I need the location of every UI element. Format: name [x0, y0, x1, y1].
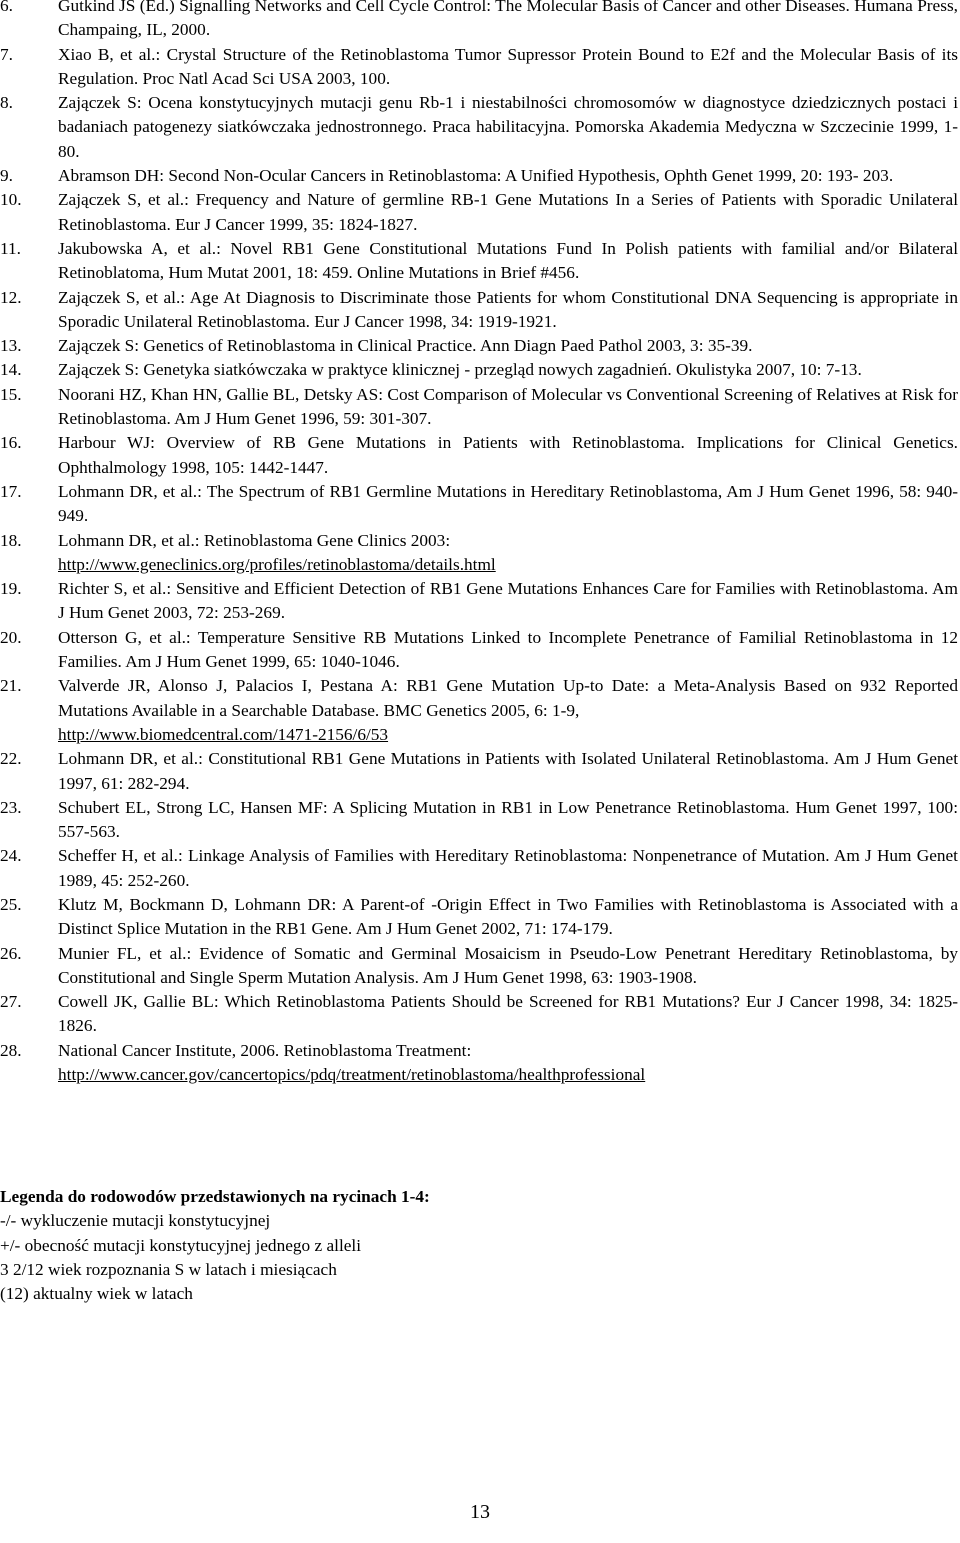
reference-item	[0, 626, 958, 675]
reference-text: Jakubowska A, et al.: Novel RB1 Gene Constitutional Mutations Fund In Polish patients with familial and/or Bilateral Retinoblatoma, Hum Mutat 2001, 18: 459. Online Mutations in Brief #456.	[58, 238, 958, 283]
reference-text: Xiao B, et al.: Crystal Structure of the Retinoblastoma Tumor Supressor Protein Bound to E2f and the Molecular Basis of its Regulation. Proc Natl Acad Sci USA 2003, 100.	[58, 44, 958, 88]
legend-line: (12) aktualny wiek w latach	[0, 1284, 193, 1304]
reference-number: 28.	[0, 1040, 22, 1060]
reference-number: 7.	[0, 44, 13, 64]
reference-text: Zajączek S, et al.: Frequency and Nature of germline RB-1 Gene Mutations In a Series of Patients with Sporadic Unilateral Retinoblastoma. Eur J Cancer 1999, 35: 1824-1827.	[58, 190, 958, 234]
reference-item	[0, 334, 958, 358]
reference-text: Scheffer H, et al.: Linkage Analysis of Families with Hereditary Retinoblastoma: Nonpenetrance of Mutation. Am J Hum Genet 1989, 45: 252-260.	[58, 846, 958, 890]
reference-text: Lohmann DR, et al.: Constitutional RB1 Gene Mutations in Patients with Isolated Unilateral Retinoblastoma. Am J Hum Genet 1997, 61: 282-294.	[58, 749, 958, 793]
reference-number: 23.	[0, 797, 22, 817]
reference-number: 14.	[0, 360, 22, 380]
reference-text	[58, 674, 958, 747]
reference-link[interactable]: http://www.biomedcentral.com/1471-2156/6/53	[58, 724, 389, 744]
reference-text: Noorani HZ, Khan HN, Gallie BL, Detsky AS: Cost Comparison of Molecular vs Conventional Screening of Relatives at Risk for Retinoblastoma. Am J Hum Genet 1996, 59: 301-307.	[58, 384, 958, 429]
reference-item	[0, 893, 958, 942]
reference-item	[0, 480, 958, 529]
reference-number: 20.	[0, 627, 22, 647]
reference-number: 6.	[0, 0, 13, 15]
reference-item	[0, 1039, 958, 1088]
reference-text: Harbour WJ: Overview of RB Gene Mutations in Patients with Retinoblastoma. Implications for Clinical Genetics. Ophthalmology 1998, 105: 1442-1447.	[58, 433, 958, 477]
reference-text: Richter S, et al.: Sensitive and Efficient Detection of RB1 Gene Mutations Enhances Care for Families with Retinoblastoma. Am J Hum Genet 2003, 72: 253-269.	[58, 579, 958, 623]
reference-number: 15.	[0, 384, 22, 404]
reference-number: 10.	[0, 190, 22, 210]
reference-number: 18.	[0, 530, 22, 550]
reference-number: 22.	[0, 749, 22, 769]
reference-text-body: National Cancer Institute, 2006. Retinoblastoma Treatment:	[58, 1040, 472, 1060]
reference-text-body: Lohmann DR, et al.: Retinoblastoma Gene Clinics 2003:	[58, 530, 451, 550]
pedigree-legend	[0, 1185, 958, 1306]
reference-item	[0, 431, 958, 480]
reference-item	[0, 577, 958, 626]
reference-number: 24.	[0, 846, 22, 866]
reference-item	[0, 164, 958, 188]
reference-link[interactable]: http://www.geneclinics.org/profiles/retinoblastoma/details.html	[58, 554, 496, 574]
reference-item	[0, 844, 958, 893]
legend-line: +/- obecność mutacji konstytucyjnej jednego z alleli	[0, 1235, 362, 1255]
reference-text	[58, 529, 958, 578]
reference-item	[0, 0, 958, 43]
reference-text: Zajączek S: Genetyka siatkówczaka w praktyce klinicznej - przegląd nowych zagadnień. Okulistyka 2007, 10: 7-13.	[58, 360, 862, 380]
reference-item	[0, 796, 958, 845]
reference-number: 12.	[0, 287, 22, 307]
page-number: 13	[470, 1501, 490, 1523]
reference-text: Abramson DH: Second Non-Ocular Cancers in Retinoblastoma: A Unified Hypothesis, Ophth Genet 1999, 20: 193- 203.	[58, 166, 894, 186]
reference-number: 21.	[0, 676, 22, 696]
reference-number: 19.	[0, 579, 22, 599]
reference-item	[0, 529, 958, 578]
reference-number: 16.	[0, 433, 22, 453]
reference-item	[0, 237, 958, 286]
reference-number: 17.	[0, 481, 22, 501]
reference-item	[0, 43, 958, 92]
reference-number: 9.	[0, 166, 13, 186]
reference-text: Zajączek S: Ocena konstytucyjnych mutacji genu Rb-1 i niestabilności chromosomów w diagnostyce dziedzicznych postaci i badaniach patogenezy siatkówczaka jednostronnego. Praca habilitacyjna. Pomorska Akademia Medyczna w Szczecinie 1999, 1-80.	[58, 93, 958, 161]
reference-item	[0, 674, 958, 747]
reference-text: Lohmann DR, et al.: The Spectrum of RB1 Germline Mutations in Hereditary Retinoblastoma, Am J Hum Genet 1996, 58: 940-949.	[58, 481, 958, 526]
reference-text: Munier FL, et al.: Evidence of Somatic and Germinal Mosaicism in Pseudo-Low Penetrant Hereditary Retinoblastoma, by Constitutional and Single Sperm Mutation Analysis. Am J Hum Genet 1998, 63: 1903-1908.	[58, 943, 958, 987]
reference-number: 25.	[0, 894, 22, 914]
reference-text	[58, 1039, 958, 1088]
reference-text: Zajączek S: Genetics of Retinoblastoma in Clinical Practice. Ann Diagn Paed Pathol 2003, 3: 35-39.	[58, 336, 753, 356]
legend-line: 3 2/12 wiek rozpoznania S w latach i miesiącach	[0, 1259, 337, 1279]
reference-number: 13.	[0, 336, 22, 356]
legend-title: Legenda do rodowodów przedstawionych na rycinach 1-4:	[0, 1187, 430, 1206]
reference-text: Zajączek S, et al.: Age At Diagnosis to Discriminate those Patients for whom Constitutional DNA Sequencing is appropriate in Sporadic Unilateral Retinoblastoma. Eur J Cancer 1998, 34: 1919-1921.	[58, 287, 958, 331]
reference-text: Schubert EL, Strong LC, Hansen MF: A Splicing Mutation in RB1 in Low Penetrance Retinoblastoma. Hum Genet 1997, 100: 557-563.	[58, 797, 958, 842]
reference-text: Klutz M, Bockmann D, Lohmann DR: A Parent-of -Origin Effect in Two Families with Retinoblastoma is Associated with a Distinct Splice Mutation in the RB1 Gene. Am J Hum Genet 2002, 71: 174-179.	[58, 894, 958, 939]
reference-number: 26.	[0, 943, 22, 963]
reference-text: Cowell JK, Gallie BL: Which Retinoblastoma Patients Should be Screened for RB1 Mutations? Eur J Cancer 1998, 34: 1825-1826.	[58, 992, 958, 1036]
reference-text: Gutkind JS (Ed.) Signalling Networks and Cell Cycle Control: The Molecular Basis of Cancer and other Diseases. Humana Press, Champaing, IL, 2000.	[58, 0, 958, 40]
reference-item	[0, 286, 958, 335]
legend-line: -/- wykluczenie mutacji konstytucyjnej	[0, 1211, 271, 1231]
reference-number: 11.	[0, 238, 21, 258]
reference-text: Otterson G, et al.: Temperature Sensitive RB Mutations Linked to Incomplete Penetrance of Familial Retinoblastoma in 12 Families. Am J Hum Genet 1999, 65: 1040-1046.	[58, 627, 958, 672]
reference-number: 27.	[0, 992, 22, 1012]
reference-item	[0, 383, 958, 432]
reference-number: 8.	[0, 93, 13, 113]
reference-item	[0, 358, 958, 382]
reference-text-body: Valverde JR, Alonso J, Palacios I, Pestana A: RB1 Gene Mutation Up-to Date: a Meta-Analysis Based on 932 Reported Mutations Available in a Searchable Database. BMC Genetics 2005, 6: 1-9,	[58, 676, 958, 720]
reference-item	[0, 747, 958, 796]
reference-item	[0, 990, 958, 1039]
reference-item	[0, 942, 958, 991]
reference-item	[0, 188, 958, 237]
reference-item	[0, 91, 958, 164]
reference-link[interactable]: http://www.cancer.gov/cancertopics/pdq/treatment/retinoblastoma/healthprofessional	[58, 1065, 646, 1085]
